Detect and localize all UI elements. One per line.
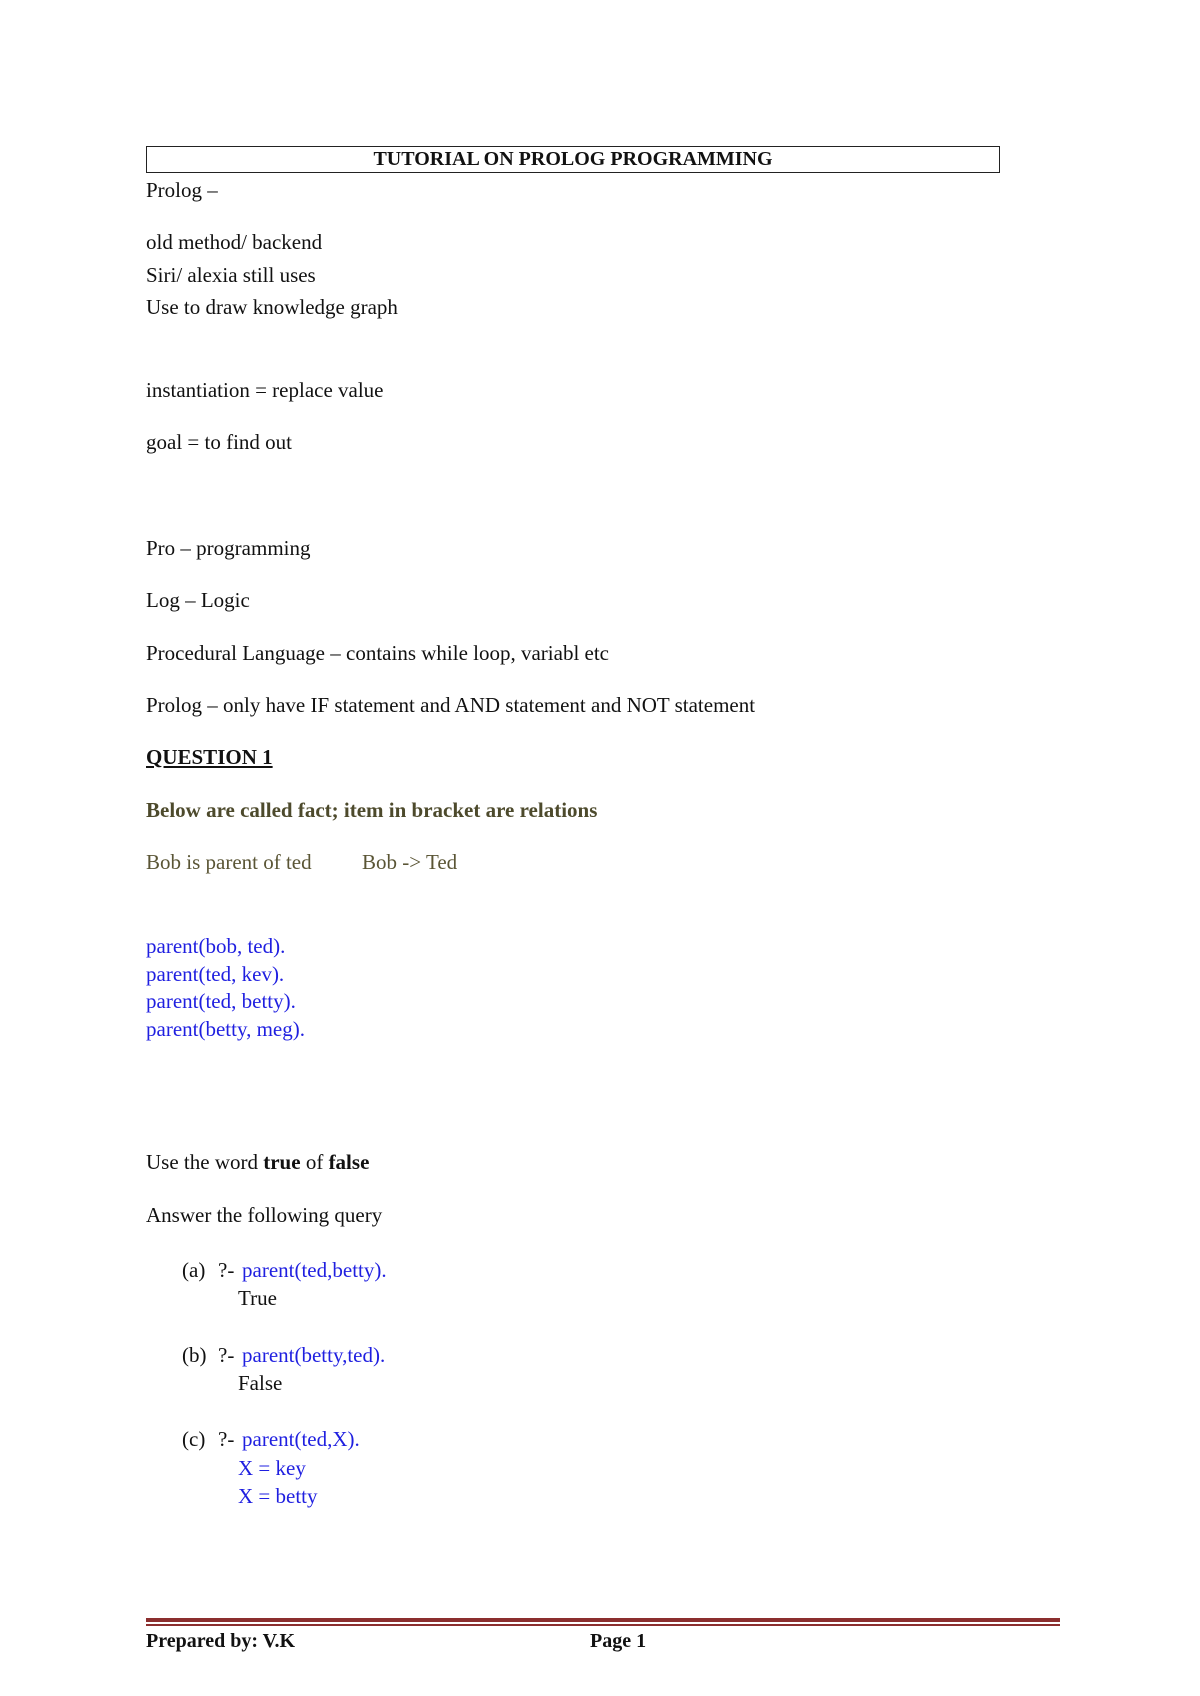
query-b-prompt: ?- bbox=[218, 1343, 235, 1367]
answer-prompt: Answer the following query bbox=[146, 1203, 383, 1227]
footer-page-number: Page 1 bbox=[590, 1630, 647, 1652]
query-b-label: (b) bbox=[182, 1343, 207, 1367]
prolog-only-definition: Prolog – only have IF statement and AND statement and NOT statement bbox=[146, 693, 756, 717]
goal-definition: goal = to find out bbox=[146, 430, 292, 454]
query-c-prompt: ?- bbox=[218, 1427, 235, 1451]
footer-rule-thin bbox=[146, 1624, 1060, 1626]
instruction-false: false bbox=[328, 1150, 370, 1174]
footer-rule-thick bbox=[146, 1618, 1060, 1622]
instruction-mid: of bbox=[300, 1150, 329, 1174]
pro-definition: Pro – programming bbox=[146, 536, 311, 560]
query-c-text: parent(ted,X). bbox=[242, 1427, 360, 1451]
instantiation-definition: instantiation = replace value bbox=[146, 378, 384, 402]
query-b-text: parent(betty,ted). bbox=[242, 1343, 386, 1367]
prolog-heading: Prolog – bbox=[146, 178, 218, 202]
query-c-label: (c) bbox=[182, 1427, 206, 1451]
instruction-line bbox=[146, 1150, 369, 1175]
facts-subheading: Below are called fact; item in bracket are relations bbox=[146, 798, 598, 822]
query-c-answer-1: X = key bbox=[238, 1456, 306, 1480]
example-text: Bob is parent of ted bbox=[146, 850, 312, 874]
query-c-answer-2: X = betty bbox=[238, 1484, 318, 1508]
query-b-answer: False bbox=[238, 1371, 283, 1395]
query-a-answer: True bbox=[238, 1286, 277, 1310]
fact-line-3: parent(ted, betty). bbox=[146, 989, 296, 1013]
note-line-1: old method/ backend bbox=[146, 230, 323, 254]
query-a-prompt: ?- bbox=[218, 1258, 235, 1282]
instruction-pre: Use the word bbox=[146, 1150, 264, 1174]
question-1-heading: QUESTION 1 bbox=[146, 745, 273, 769]
example-arrow: Bob -> Ted bbox=[362, 850, 458, 874]
fact-line-2: parent(ted, kev). bbox=[146, 962, 285, 986]
note-line-3: Use to draw knowledge graph bbox=[146, 295, 398, 319]
fact-line-1: parent(bob, ted). bbox=[146, 934, 286, 958]
procedural-definition: Procedural Language – contains while loop, variabl etc bbox=[146, 641, 610, 665]
log-definition: Log – Logic bbox=[146, 588, 250, 612]
footer-prepared-by: Prepared by: V.K bbox=[146, 1630, 296, 1652]
fact-line-4: parent(betty, meg). bbox=[146, 1017, 305, 1041]
query-a-label: (a) bbox=[182, 1258, 206, 1282]
document-title: TUTORIAL ON PROLOG PROGRAMMING bbox=[146, 146, 1000, 173]
note-line-2: Siri/ alexia still uses bbox=[146, 263, 316, 287]
instruction-true: true bbox=[263, 1150, 301, 1174]
query-a-text: parent(ted,betty). bbox=[242, 1258, 387, 1282]
